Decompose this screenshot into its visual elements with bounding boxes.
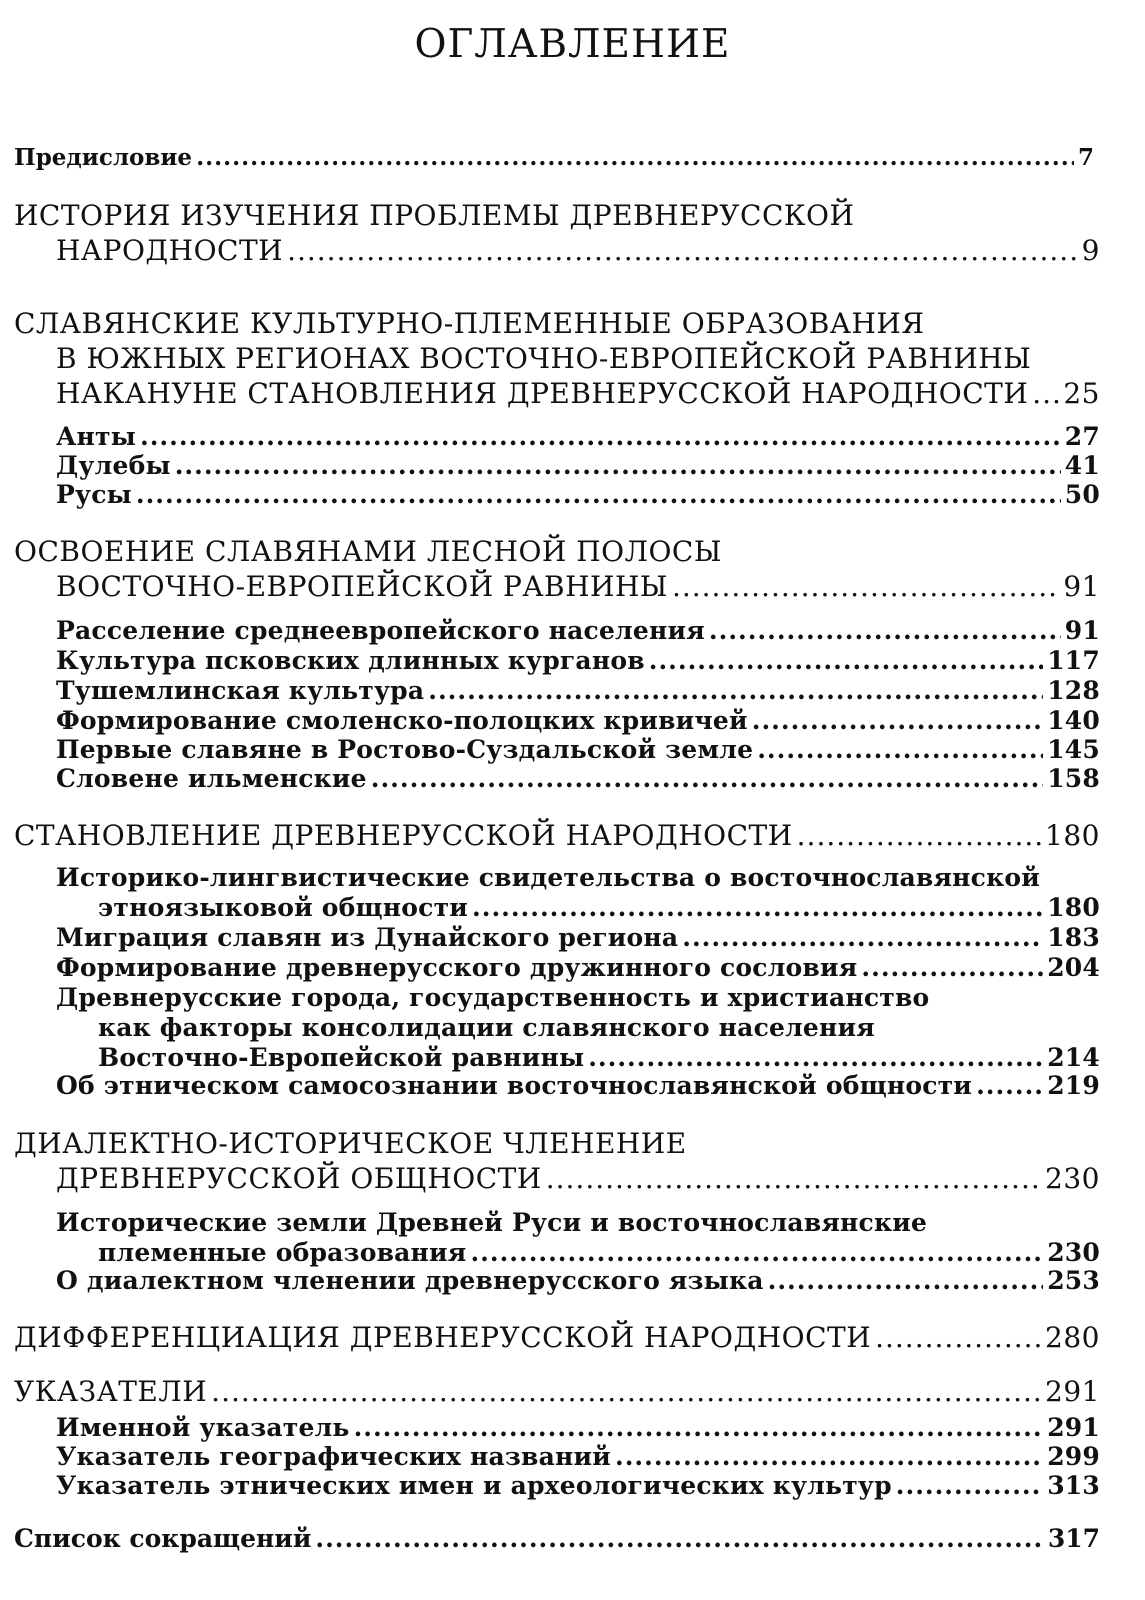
- toc-entry-page: 25: [1063, 377, 1100, 410]
- toc-leader-dots: [1032, 380, 1059, 408]
- toc-leader-dots: [472, 895, 1043, 920]
- toc-entry-self-awareness[interactable]: [14, 1073, 1100, 1098]
- toc-entry-title: УКАЗАТЕЛИ: [14, 1375, 208, 1408]
- toc-entry-page: 230: [1045, 1162, 1100, 1195]
- toc-entry-title: Восточно-Европейской равнины: [98, 1043, 585, 1072]
- toc-entry-title: НАКАНУНЕ СТАНОВЛЕНИЯ ДРЕВНЕРУССКОЙ НАРОДНОСТИ: [56, 377, 1029, 410]
- toc-entry-title: Расселение среднеевропейского населения: [56, 616, 705, 645]
- toc-entry-title: Указатель географических названий: [56, 1442, 612, 1471]
- toc-entry-page: 230: [1047, 1238, 1100, 1267]
- toc-entry-page: 41: [1064, 451, 1100, 480]
- toc-entry-history[interactable]: [14, 199, 1100, 267]
- toc-entry-page: 291: [1045, 1375, 1100, 1408]
- toc-entry-title: ВОСТОЧНО-ЕВРОПЕЙСКОЙ РАВНИНЫ: [56, 570, 668, 603]
- toc-entry-rostov-suzdal[interactable]: [14, 737, 1100, 762]
- toc-entry-duleby[interactable]: [14, 453, 1100, 478]
- toc-entry-danube-migration[interactable]: [14, 925, 1100, 950]
- toc-leader-dots: [588, 1045, 1043, 1070]
- toc-entry-title: как факторы консолидации славянского населения: [98, 1013, 875, 1042]
- toc-entry-page: 219: [1047, 1071, 1100, 1100]
- toc-leader-dots: [875, 1324, 1041, 1352]
- toc-entry-title: Исторические земли Древней Руси и восточнославянские: [56, 1208, 928, 1237]
- toc-entry-title: Тушемлинская культура: [56, 676, 425, 705]
- toc-entry-slovene[interactable]: [14, 766, 1100, 791]
- toc-entry-title: Культура псковских длинных курганов: [56, 646, 645, 675]
- toc-entry-page: 317: [1047, 1524, 1100, 1553]
- toc-leader-dots: [196, 146, 1074, 169]
- toc-entry-title: Формирование смоленско-полоцких кривичей: [56, 706, 748, 735]
- toc-entry-indexes[interactable]: [14, 1375, 1100, 1408]
- toc-entry-page: 117: [1047, 646, 1100, 675]
- toc-leader-dots: [140, 424, 1061, 449]
- toc-entry-druzhina[interactable]: [14, 955, 1100, 980]
- toc-entry-title: Дулебы: [56, 451, 171, 480]
- toc-entry-title: Словене ильменские: [56, 764, 367, 793]
- toc-leader-dots: [682, 925, 1043, 950]
- toc-entry-title: О диалектном членении древнерусского языка: [56, 1266, 764, 1295]
- toc-entry-name-index[interactable]: [14, 1415, 1100, 1440]
- toc-entry-title: Древнерусские города, государственность и христианство: [56, 983, 930, 1012]
- toc-entry-page: 158: [1047, 764, 1100, 793]
- toc-entry-title: Формирование древнерусского дружинного сословия: [56, 953, 858, 982]
- toc-entry-title: ОСВОЕНИЕ СЛАВЯНАМИ ЛЕСНОЙ ПОЛОСЫ: [14, 535, 722, 568]
- toc-leader-dots: [287, 237, 1078, 265]
- toc-entry-historical-lands[interactable]: [14, 1210, 1100, 1265]
- toc-leader-dots: [546, 1165, 1041, 1193]
- toc-entry-settlement[interactable]: [14, 618, 1100, 643]
- toc-leader-dots: [976, 1073, 1043, 1098]
- toc-entry-page: 27: [1064, 422, 1100, 451]
- toc-entry-page: 50: [1064, 480, 1100, 509]
- toc-entry-title: Список сокращений: [14, 1524, 312, 1553]
- toc-entry-page: 299: [1047, 1442, 1100, 1471]
- toc-entry-page: 91: [1064, 616, 1100, 645]
- toc-entry-slavic-formations[interactable]: [14, 307, 1100, 410]
- toc-entry-title: Историко-лингвистические свидетельства о восточнославянской: [56, 863, 1040, 892]
- toc-entry-dialect-division[interactable]: [14, 1127, 1100, 1195]
- toc-entry-page: 291: [1047, 1413, 1100, 1442]
- toc-entry-title: В ЮЖНЫХ РЕГИОНАХ ВОСТОЧНО-ЕВРОПЕЙСКОЙ РАВНИНЫ: [56, 342, 1032, 375]
- toc-leader-dots: [752, 708, 1043, 733]
- toc-entry-rusy[interactable]: [14, 482, 1100, 507]
- toc-leader-dots: [797, 822, 1041, 850]
- toc-leader-dots: [709, 618, 1061, 643]
- toc-entry-ethnic-index[interactable]: [14, 1473, 1100, 1498]
- toc-entry-page: 183: [1047, 923, 1100, 952]
- toc-entry-abbreviations[interactable]: [14, 1526, 1100, 1551]
- toc-entry-title: Миграция славян из Дунайского региона: [56, 923, 679, 952]
- toc-entry-title: Предисловие: [14, 144, 193, 171]
- toc-entry-title: этноязыковой общности: [98, 893, 469, 922]
- toc-leader-dots: [861, 955, 1043, 980]
- toc-entry-pskov-kurgans[interactable]: [14, 648, 1100, 673]
- toc-entry-page: 91: [1063, 570, 1100, 603]
- toc-entry-preface[interactable]: [14, 146, 1094, 169]
- toc-entry-page: 140: [1047, 706, 1100, 735]
- toc-entry-page: 128: [1047, 676, 1100, 705]
- toc-entry-title: ИСТОРИЯ ИЗУЧЕНИЯ ПРОБЛЕМЫ ДРЕВНЕРУССКОЙ: [14, 199, 855, 232]
- toc-leader-dots: [615, 1444, 1043, 1469]
- toc-entry-title: Анты: [56, 422, 137, 451]
- toc-leader-dots: [757, 737, 1043, 762]
- toc-entry-differentiation[interactable]: [14, 1321, 1100, 1354]
- toc-leader-dots: [649, 648, 1043, 673]
- toc-leader-dots: [315, 1526, 1043, 1551]
- toc-entry-page: 180: [1045, 819, 1100, 852]
- toc-entry-page: 253: [1047, 1266, 1100, 1295]
- toc-entry-forest-zone[interactable]: [14, 535, 1100, 603]
- toc-leader-dots: [136, 482, 1061, 507]
- toc-entry-title: племенные образования: [98, 1238, 467, 1267]
- toc-entry-title: Русы: [56, 480, 132, 509]
- toc-entry-title: Указатель этнических имен и археологических культур: [56, 1471, 892, 1500]
- toc-entry-dialect-language[interactable]: [14, 1268, 1100, 1293]
- toc-leader-dots: [175, 453, 1061, 478]
- toc-entry-geo-index[interactable]: [14, 1444, 1100, 1469]
- toc-entry-title: ДИАЛЕКТНО-ИСТОРИЧЕСКОЕ ЧЛЕНЕНИЕ: [14, 1127, 687, 1160]
- toc-leader-dots: [470, 1240, 1043, 1265]
- toc-leader-dots: [371, 766, 1043, 791]
- toc-entry-page: 145: [1047, 735, 1100, 764]
- toc-entry-title: НАРОДНОСТИ: [56, 234, 284, 267]
- toc-entry-tushemlya[interactable]: [14, 678, 1100, 703]
- toc-entry-title: Именной указатель: [56, 1413, 350, 1442]
- toc-entry-krivichi[interactable]: [14, 708, 1100, 733]
- toc-leader-dots: [672, 573, 1059, 601]
- toc-entry-title: ДИФФЕРЕНЦИАЦИЯ ДРЕВНЕРУССКОЙ НАРОДНОСТИ: [14, 1321, 872, 1354]
- toc-leader-dots: [896, 1473, 1043, 1498]
- toc-entry-anty[interactable]: [14, 424, 1100, 449]
- toc-entry-page: 204: [1047, 953, 1100, 982]
- toc-entry-page: 7: [1077, 144, 1094, 171]
- toc-entry-page: 180: [1047, 893, 1100, 922]
- toc-entry-title: ДРЕВНЕРУССКОЙ ОБЩНОСТИ: [56, 1162, 542, 1195]
- toc-entry-title: Первые славяне в Ростово-Суздальской земле: [56, 735, 754, 764]
- toc-entry-linguistic-evidence[interactable]: [14, 865, 1100, 920]
- toc-entry-page: 280: [1045, 1321, 1100, 1354]
- toc-entry-page: 214: [1047, 1043, 1100, 1072]
- page-title: ОГЛАВЛЕНИЕ: [414, 22, 731, 67]
- toc-leader-dots: [211, 1378, 1041, 1406]
- toc-entry-title: СТАНОВЛЕНИЕ ДРЕВНЕРУССКОЙ НАРОДНОСТИ: [14, 819, 793, 852]
- toc-entry-cities-christianity[interactable]: [14, 985, 1100, 1070]
- toc-leader-dots: [428, 678, 1043, 703]
- toc-entry-page: 313: [1047, 1471, 1100, 1500]
- toc-leader-dots: [354, 1415, 1044, 1440]
- toc-entry-title: СЛАВЯНСКИЕ КУЛЬТУРНО-ПЛЕМЕННЫЕ ОБРАЗОВАНИЯ: [14, 307, 925, 340]
- toc-entry-page: 9: [1081, 234, 1100, 267]
- toc-entry-formation[interactable]: [14, 819, 1100, 852]
- toc-leader-dots: [768, 1268, 1044, 1293]
- toc-entry-title: Об этническом самосознании восточнославянской общности: [56, 1071, 973, 1100]
